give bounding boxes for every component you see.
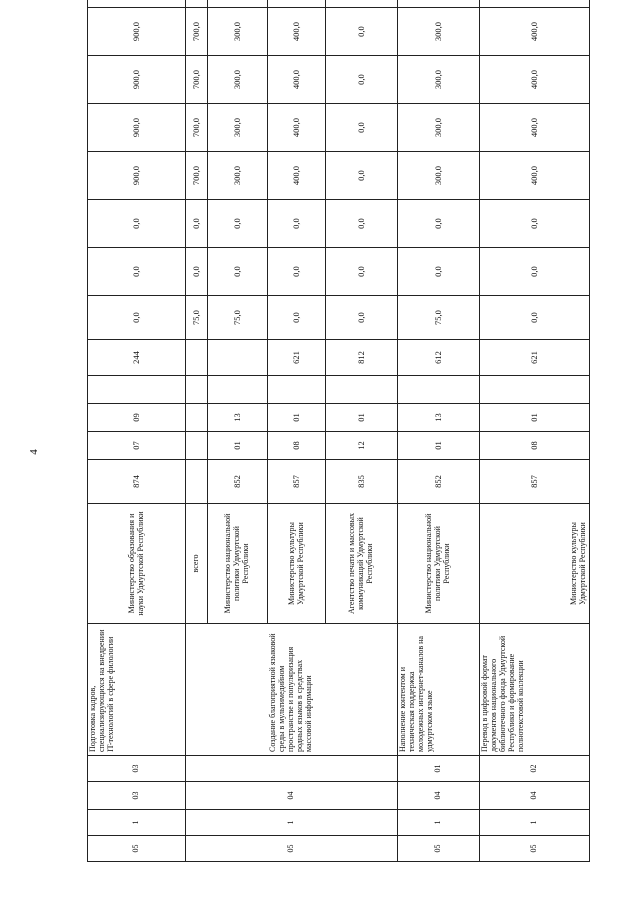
value-cell bbox=[268, 0, 326, 8]
code-om: 04 bbox=[480, 782, 590, 810]
value-cell: 0,0 bbox=[88, 296, 186, 340]
table-row bbox=[186, 0, 208, 862]
value-cell: 300,0 bbox=[398, 8, 480, 56]
value-cell: 400,0 bbox=[480, 56, 590, 104]
code-gp: 05 bbox=[88, 836, 186, 862]
value-cell: 300,0 bbox=[398, 104, 480, 152]
code-m: 03 bbox=[88, 756, 186, 782]
value-cell bbox=[398, 0, 480, 8]
value-cell: 700,0 bbox=[186, 104, 208, 152]
value-cell: 0,0 bbox=[326, 248, 398, 296]
csr bbox=[186, 376, 208, 404]
value-cell: 0,0 bbox=[480, 248, 590, 296]
executor: Министерство национальной политики Удмуртской Республики bbox=[398, 504, 480, 624]
csr bbox=[208, 376, 268, 404]
table-row bbox=[398, 0, 480, 862]
value-cell: 0,0 bbox=[268, 296, 326, 340]
grbs: 852 bbox=[398, 460, 480, 504]
executor: Министерство культуры Удмуртской Республики bbox=[480, 504, 590, 624]
vr: 812 bbox=[326, 340, 398, 376]
value-cell: 400,0 bbox=[268, 104, 326, 152]
measure-name: Создание благоприятной языковой среды в мультимедийном пространстве и популяризация родных языков в средствах массовой информации bbox=[186, 624, 398, 756]
value-cell: 0,0 bbox=[326, 104, 398, 152]
page-number: 4 bbox=[28, 449, 40, 455]
csr bbox=[88, 376, 186, 404]
executor: Министерство национальной политики Удмуртской Республики bbox=[208, 504, 268, 624]
rz: 08 bbox=[268, 432, 326, 460]
value-cell: 400,0 bbox=[480, 104, 590, 152]
pr: 01 bbox=[326, 404, 398, 432]
csr bbox=[398, 376, 480, 404]
rz bbox=[186, 432, 208, 460]
value-cell: 0,0 bbox=[268, 248, 326, 296]
grbs: 874 bbox=[88, 460, 186, 504]
vr: 244 bbox=[88, 340, 186, 376]
rz: 12 bbox=[326, 432, 398, 460]
value-cell: 400,0 bbox=[268, 152, 326, 200]
value-cell: 0,0 bbox=[326, 152, 398, 200]
value-cell: 400,0 bbox=[480, 152, 590, 200]
executor: всего bbox=[186, 504, 208, 624]
value-cell: 0,0 bbox=[208, 200, 268, 248]
pr: 09 bbox=[88, 404, 186, 432]
value-cell: 900,0 bbox=[88, 8, 186, 56]
value-cell: 0,0 bbox=[186, 248, 208, 296]
code-gp: 05 bbox=[186, 836, 398, 862]
executor: Министерство культуры Удмуртской Республики bbox=[268, 504, 326, 624]
csr bbox=[480, 376, 590, 404]
code-pp: 1 bbox=[88, 810, 186, 836]
table-row bbox=[480, 0, 590, 862]
value-cell bbox=[208, 0, 268, 8]
value-cell: 0,0 bbox=[398, 200, 480, 248]
value-cell: 0,0 bbox=[326, 56, 398, 104]
value-cell: 0,0 bbox=[186, 200, 208, 248]
value-cell: 0,0 bbox=[480, 200, 590, 248]
code-pp: 1 bbox=[480, 810, 590, 836]
value-cell: 75,0 bbox=[398, 296, 480, 340]
measure-name: Наполнение контентом и техническая поддержка молодежных интернет-каналов на удмуртском языке bbox=[398, 624, 480, 756]
budget-table bbox=[87, 0, 590, 862]
code-pp: 1 bbox=[398, 810, 480, 836]
value-cell: 700,0 bbox=[186, 152, 208, 200]
code-m bbox=[186, 756, 398, 782]
code-gp: 05 bbox=[398, 836, 480, 862]
grbs: 852 bbox=[208, 460, 268, 504]
value-cell: 0,0 bbox=[326, 8, 398, 56]
rz: 01 bbox=[208, 432, 268, 460]
code-m: 02 bbox=[480, 756, 590, 782]
pr bbox=[186, 404, 208, 432]
value-cell: 900,0 bbox=[88, 56, 186, 104]
value-cell: 900,0 bbox=[88, 104, 186, 152]
value-cell: 300,0 bbox=[208, 56, 268, 104]
value-cell: 400,0 bbox=[268, 56, 326, 104]
value-cell bbox=[186, 0, 208, 8]
code-gp: 05 bbox=[480, 836, 590, 862]
csr bbox=[268, 376, 326, 404]
executor: Министерство образования и науки Удмуртской Республики bbox=[88, 504, 186, 624]
rz: 07 bbox=[88, 432, 186, 460]
value-cell: 900,0 bbox=[88, 152, 186, 200]
value-cell bbox=[326, 0, 398, 8]
grbs bbox=[186, 460, 208, 504]
rotated-budget-table bbox=[87, 21, 588, 862]
value-cell: 75,0 bbox=[208, 296, 268, 340]
value-cell: 0,0 bbox=[88, 200, 186, 248]
pr: 01 bbox=[480, 404, 590, 432]
table-row bbox=[88, 0, 186, 862]
rz: 08 bbox=[480, 432, 590, 460]
value-cell: 0,0 bbox=[268, 200, 326, 248]
value-cell: 75,0 bbox=[186, 296, 208, 340]
value-cell: 300,0 bbox=[208, 152, 268, 200]
value-cell: 300,0 bbox=[208, 8, 268, 56]
value-cell: 300,0 bbox=[208, 104, 268, 152]
value-cell: 700,0 bbox=[186, 8, 208, 56]
rz: 01 bbox=[398, 432, 480, 460]
measure-name: Перевод в цифровой формат документов национального библиотечного фонда Удмуртской Республики и формирование полнотекстовой коллекции bbox=[480, 624, 590, 756]
csr bbox=[326, 376, 398, 404]
value-cell: 0,0 bbox=[398, 248, 480, 296]
grbs: 835 bbox=[326, 460, 398, 504]
grbs: 857 bbox=[268, 460, 326, 504]
vr: 621 bbox=[268, 340, 326, 376]
value-cell: 400,0 bbox=[480, 8, 590, 56]
vr: 612 bbox=[398, 340, 480, 376]
value-cell: 0,0 bbox=[326, 200, 398, 248]
pr: 13 bbox=[398, 404, 480, 432]
grbs: 857 bbox=[480, 460, 590, 504]
measure-name: Подготовка кадров, специализирующихся на внедрении IT-технологий в сфере филологии bbox=[88, 624, 186, 756]
pr: 13 bbox=[208, 404, 268, 432]
value-cell: 400,0 bbox=[268, 8, 326, 56]
value-cell: 0,0 bbox=[208, 248, 268, 296]
vr bbox=[186, 340, 208, 376]
code-om: 04 bbox=[398, 782, 480, 810]
value-cell: 0,0 bbox=[480, 296, 590, 340]
executor: Агентство печати и массовых коммуникаций Удмуртской Республики bbox=[326, 504, 398, 624]
pr: 01 bbox=[268, 404, 326, 432]
code-pp: 1 bbox=[186, 810, 398, 836]
code-om: 04 bbox=[186, 782, 398, 810]
value-cell bbox=[88, 0, 186, 8]
vr bbox=[208, 340, 268, 376]
code-m: 01 bbox=[398, 756, 480, 782]
vr: 621 bbox=[480, 340, 590, 376]
value-cell: 300,0 bbox=[398, 56, 480, 104]
code-om: 03 bbox=[88, 782, 186, 810]
value-cell: 300,0 bbox=[398, 152, 480, 200]
value-cell: 0,0 bbox=[326, 296, 398, 340]
value-cell: 0,0 bbox=[88, 248, 186, 296]
value-cell: 700,0 bbox=[186, 56, 208, 104]
value-cell bbox=[480, 0, 590, 8]
